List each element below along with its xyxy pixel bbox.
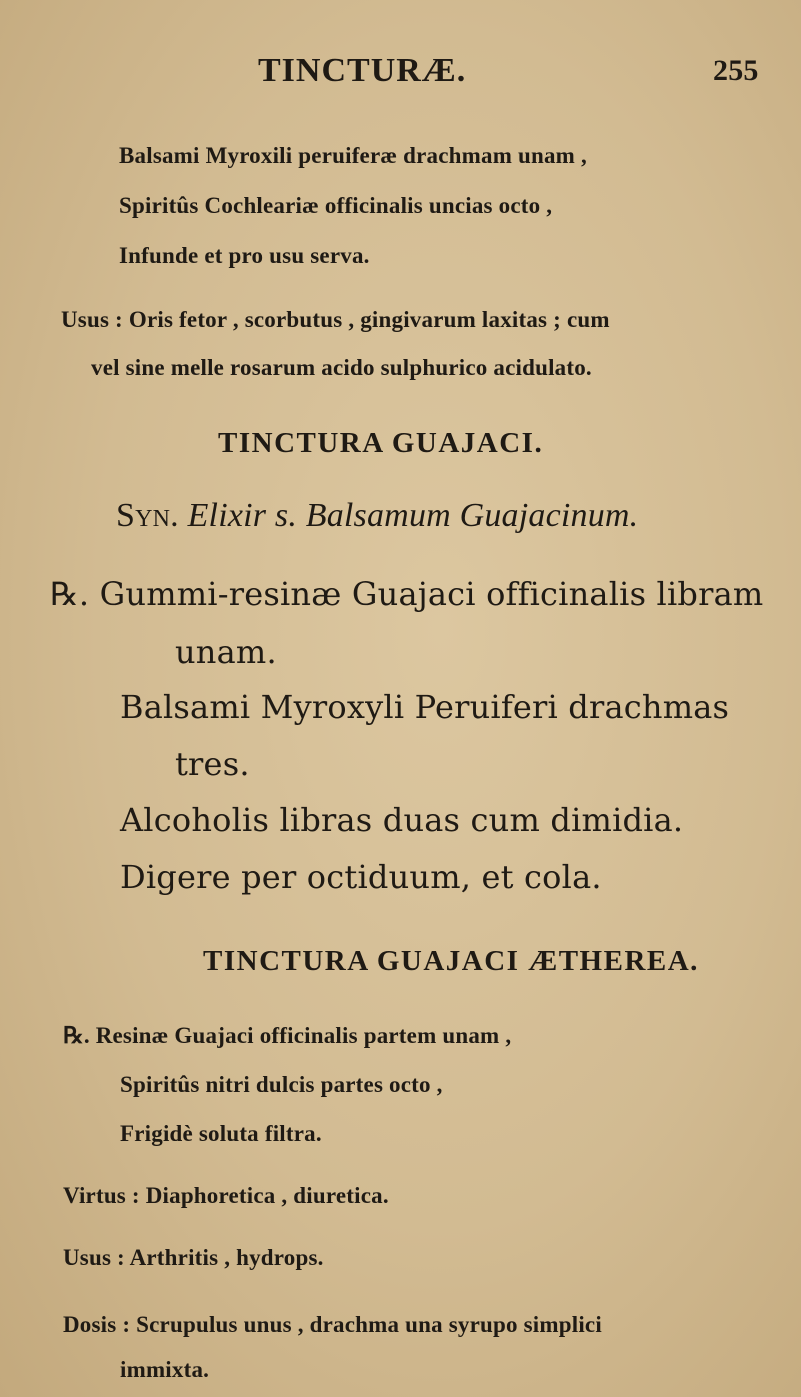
- dosis-line: immixta.: [120, 1357, 210, 1382]
- page-number: 255: [713, 54, 759, 87]
- text-line: Spiritûs Cochleariæ officinalis uncias octo ,: [119, 193, 553, 218]
- dosis-line: Dosis : Scrupulus unus , drachma una syrupo simplici: [63, 1312, 602, 1337]
- text-line: Frigidè soluta filtra.: [120, 1121, 322, 1146]
- recipe-line: tres.: [175, 745, 250, 783]
- recipe-line: unam.: [175, 633, 277, 671]
- usage-line: Usus : Arthritis , hydrops.: [63, 1245, 324, 1270]
- synonym-label: Syn.: [116, 497, 179, 534]
- synonym-text: Elixir s. Balsamum Guajacinum.: [187, 497, 639, 534]
- text-line: Spiritûs nitri dulcis partes octo ,: [120, 1072, 443, 1097]
- recipe-line: ℞. Gummi-resinæ Guajaci officinalis libram: [50, 575, 764, 613]
- recipe-line: Digere per octiduum, et cola.: [120, 858, 602, 896]
- text-line: Balsami Myroxili peruiferæ drachmam unam ,: [119, 143, 587, 168]
- usage-line: vel sine melle rosarum acido sulphurico acidulato.: [91, 355, 592, 380]
- text-line: Infunde et pro usu serva.: [119, 243, 370, 268]
- recipe-line: Balsami Myroxyli Peruiferi drachmas: [120, 688, 730, 726]
- section-title: TINCTURA GUAJACI.: [218, 427, 544, 459]
- usage-line: Usus : Oris fetor , scorbutus , gingivarum laxitas ; cum: [61, 307, 610, 332]
- synonym-line: [116, 497, 638, 535]
- recipe-line: Alcoholis libras duas cum dimidia.: [120, 801, 684, 839]
- virtus-line: Virtus : Diaphoretica , diuretica.: [63, 1183, 389, 1208]
- text-line: ℞. Resinæ Guajaci officinalis partem unam ,: [63, 1023, 512, 1048]
- section-title: TINCTURA GUAJACI ÆTHEREA.: [203, 945, 699, 977]
- running-head: TINCTURÆ.: [258, 52, 467, 89]
